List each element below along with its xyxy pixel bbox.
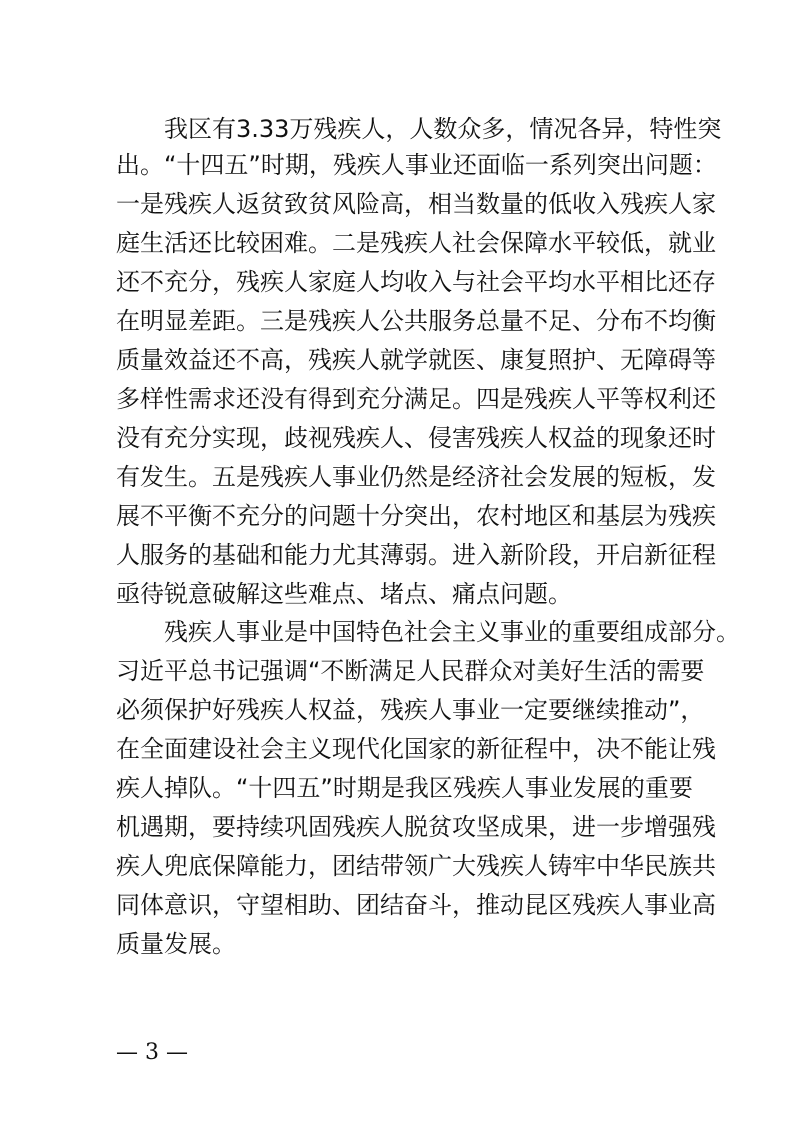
text-line: 疾人掉队。“十四五”时期是我区残疾人事业发展的重要 (116, 774, 693, 802)
text-line: 在全面建设社会主义现代化国家的新征程中，决不能让残 (116, 735, 716, 763)
text-line: 在明显差距。三是残疾人公共服务总量不足、分布不均衡 (116, 307, 716, 335)
text-line: 有发生。五是残疾人事业仍然是经济社会发展的短板，发 (116, 463, 716, 491)
text-line: 亟待锐意破解这些难点、堵点、痛点问题。 (116, 580, 572, 608)
text-line: 必须保护好残疾人权益，残疾人事业一定要继续推动”， (116, 696, 705, 724)
text-line: 一是残疾人返贫致贫风险高，相当数量的低收入残疾人家 (116, 190, 716, 218)
text-line: 还不充分，残疾人家庭人均收入与社会平均水平相比还存 (116, 268, 716, 296)
text-line: 疾人兜底保障能力，团结带领广大残疾人铸牢中华民族共 (116, 852, 716, 880)
text-line: 习近平总书记强调“不断满足人民群众对美好生活的需要 (116, 657, 705, 685)
text-line: 多样性需求还没有得到充分满足。四是残疾人平等权利还 (116, 385, 716, 413)
text-line: 出。“十四五”时期，残疾人事业还面临一系列突出问题： (116, 151, 717, 179)
text-line: 庭生活还比较困难。二是残疾人社会保障水平较低，就业 (116, 229, 716, 257)
text-line: 质量发展。 (116, 930, 236, 958)
text-line: 人服务的基础和能力尤其薄弱。进入新阶段，开启新征程 (116, 541, 716, 569)
text-line: 展不平衡不充分的问题十分突出，农村地区和基层为残疾 (116, 502, 716, 530)
text-line: 质量效益还不高，残疾人就学就医、康复照护、无障碍等 (116, 346, 716, 374)
text-line: 没有充分实现，歧视残疾人、侵害残疾人权益的现象还时 (116, 424, 716, 452)
text-line: 机遇期，要持续巩固残疾人脱贫攻坚成果，进一步增强残 (116, 813, 716, 841)
page-number: — 3 — (116, 1040, 188, 1065)
text-line: 残疾人事业是中国特色社会主义事业的重要组成部分。 (164, 618, 740, 646)
text-line: 我区有3.33万残疾人，人数众多，情况各异，特性突 (164, 115, 722, 143)
text-line: 同体意识，守望相助、团结奋斗，推动昆区残疾人事业高 (116, 891, 716, 919)
